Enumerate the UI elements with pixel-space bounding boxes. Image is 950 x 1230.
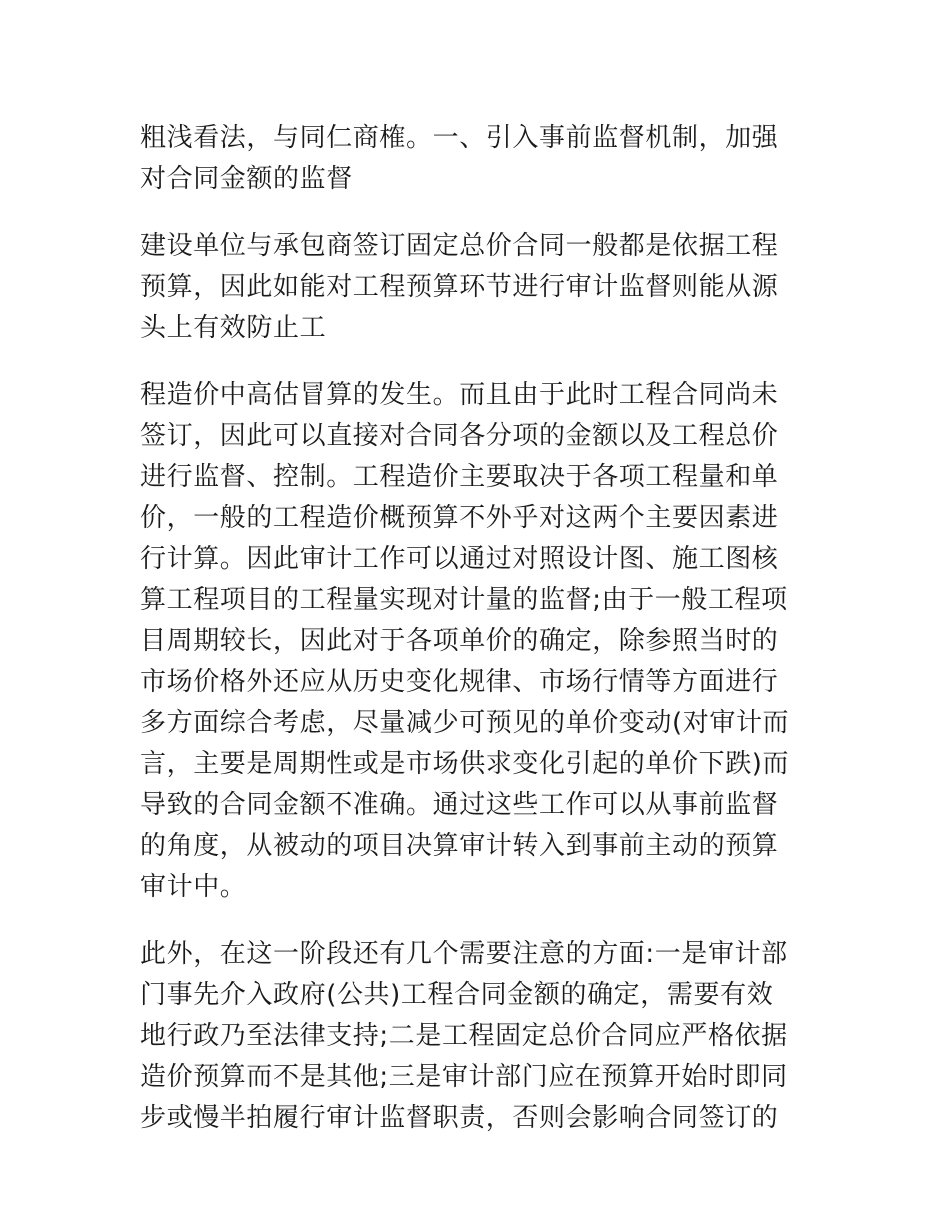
paragraph-2 [140, 226, 805, 349]
text-line: 目周期较长，因此对于各项单价的确定，除参照当时的 [140, 626, 779, 656]
text-line: 建设单位与承包商签订固定总价合同一般都是依据工程 [140, 231, 779, 261]
text-line: 多方面综合考虑，尽量减少可预见的单价变动(对审计而 [140, 708, 790, 738]
text-line: 地行政乃至法律支持;二是工程固定总价合同应严格依据 [140, 1021, 788, 1051]
text-line: 言，主要是周期性或是市场供求变化引起的单价下跌)而 [140, 749, 790, 779]
text-line: 预算，因此如能对工程预算环节进行审计监督则能从源 [140, 272, 779, 302]
document-body [140, 118, 805, 1165]
text-line: 价，一般的工程造价概预算不外乎对这两个主要因素进 [140, 503, 779, 533]
text-line: 导致的合同金额不准确。通过这些工作可以从事前监督 [140, 790, 779, 820]
paragraph-4 [140, 934, 805, 1139]
paragraph-3 [140, 375, 805, 908]
text-line: 签订，因此可以直接对合同各分项的金额以及工程总价 [140, 421, 779, 451]
text-line: 对合同金额的监督 [140, 164, 353, 194]
text-line: 粗浅看法，与同仁商榷。一、引入事前监督机制，加强 [140, 123, 779, 153]
text-line: 步或慢半拍履行审计监督职责，否则会影响合同签订的 [140, 1103, 779, 1133]
text-line: 行计算。因此审计工作可以通过对照设计图、施工图核 [140, 544, 779, 574]
text-line: 算工程项目的工程量实现对计量的监督;由于一般工程项 [140, 585, 788, 615]
text-line: 门事先介入政府(公共)工程合同金额的确定，需要有效 [140, 980, 774, 1010]
text-line: 进行监督、控制。工程造价主要取决于各项工程量和单 [140, 462, 779, 492]
text-line: 程造价中高估冒算的发生。而且由于此时工程合同尚未 [140, 380, 779, 410]
text-line: 的角度，从被动的项目决算审计转入到事前主动的预算 [140, 831, 779, 861]
text-line: 头上有效防止工 [140, 313, 327, 343]
text-line: 此外，在这一阶段还有几个需要注意的方面:一是审计部 [140, 939, 788, 969]
text-line: 审计中。 [140, 872, 247, 902]
text-line: 造价预算而不是其他;三是审计部门应在预算开始时即同 [140, 1062, 788, 1092]
paragraph-1 [140, 118, 805, 200]
text-line: 市场价格外还应从历史变化规律、市场行情等方面进行 [140, 667, 779, 697]
